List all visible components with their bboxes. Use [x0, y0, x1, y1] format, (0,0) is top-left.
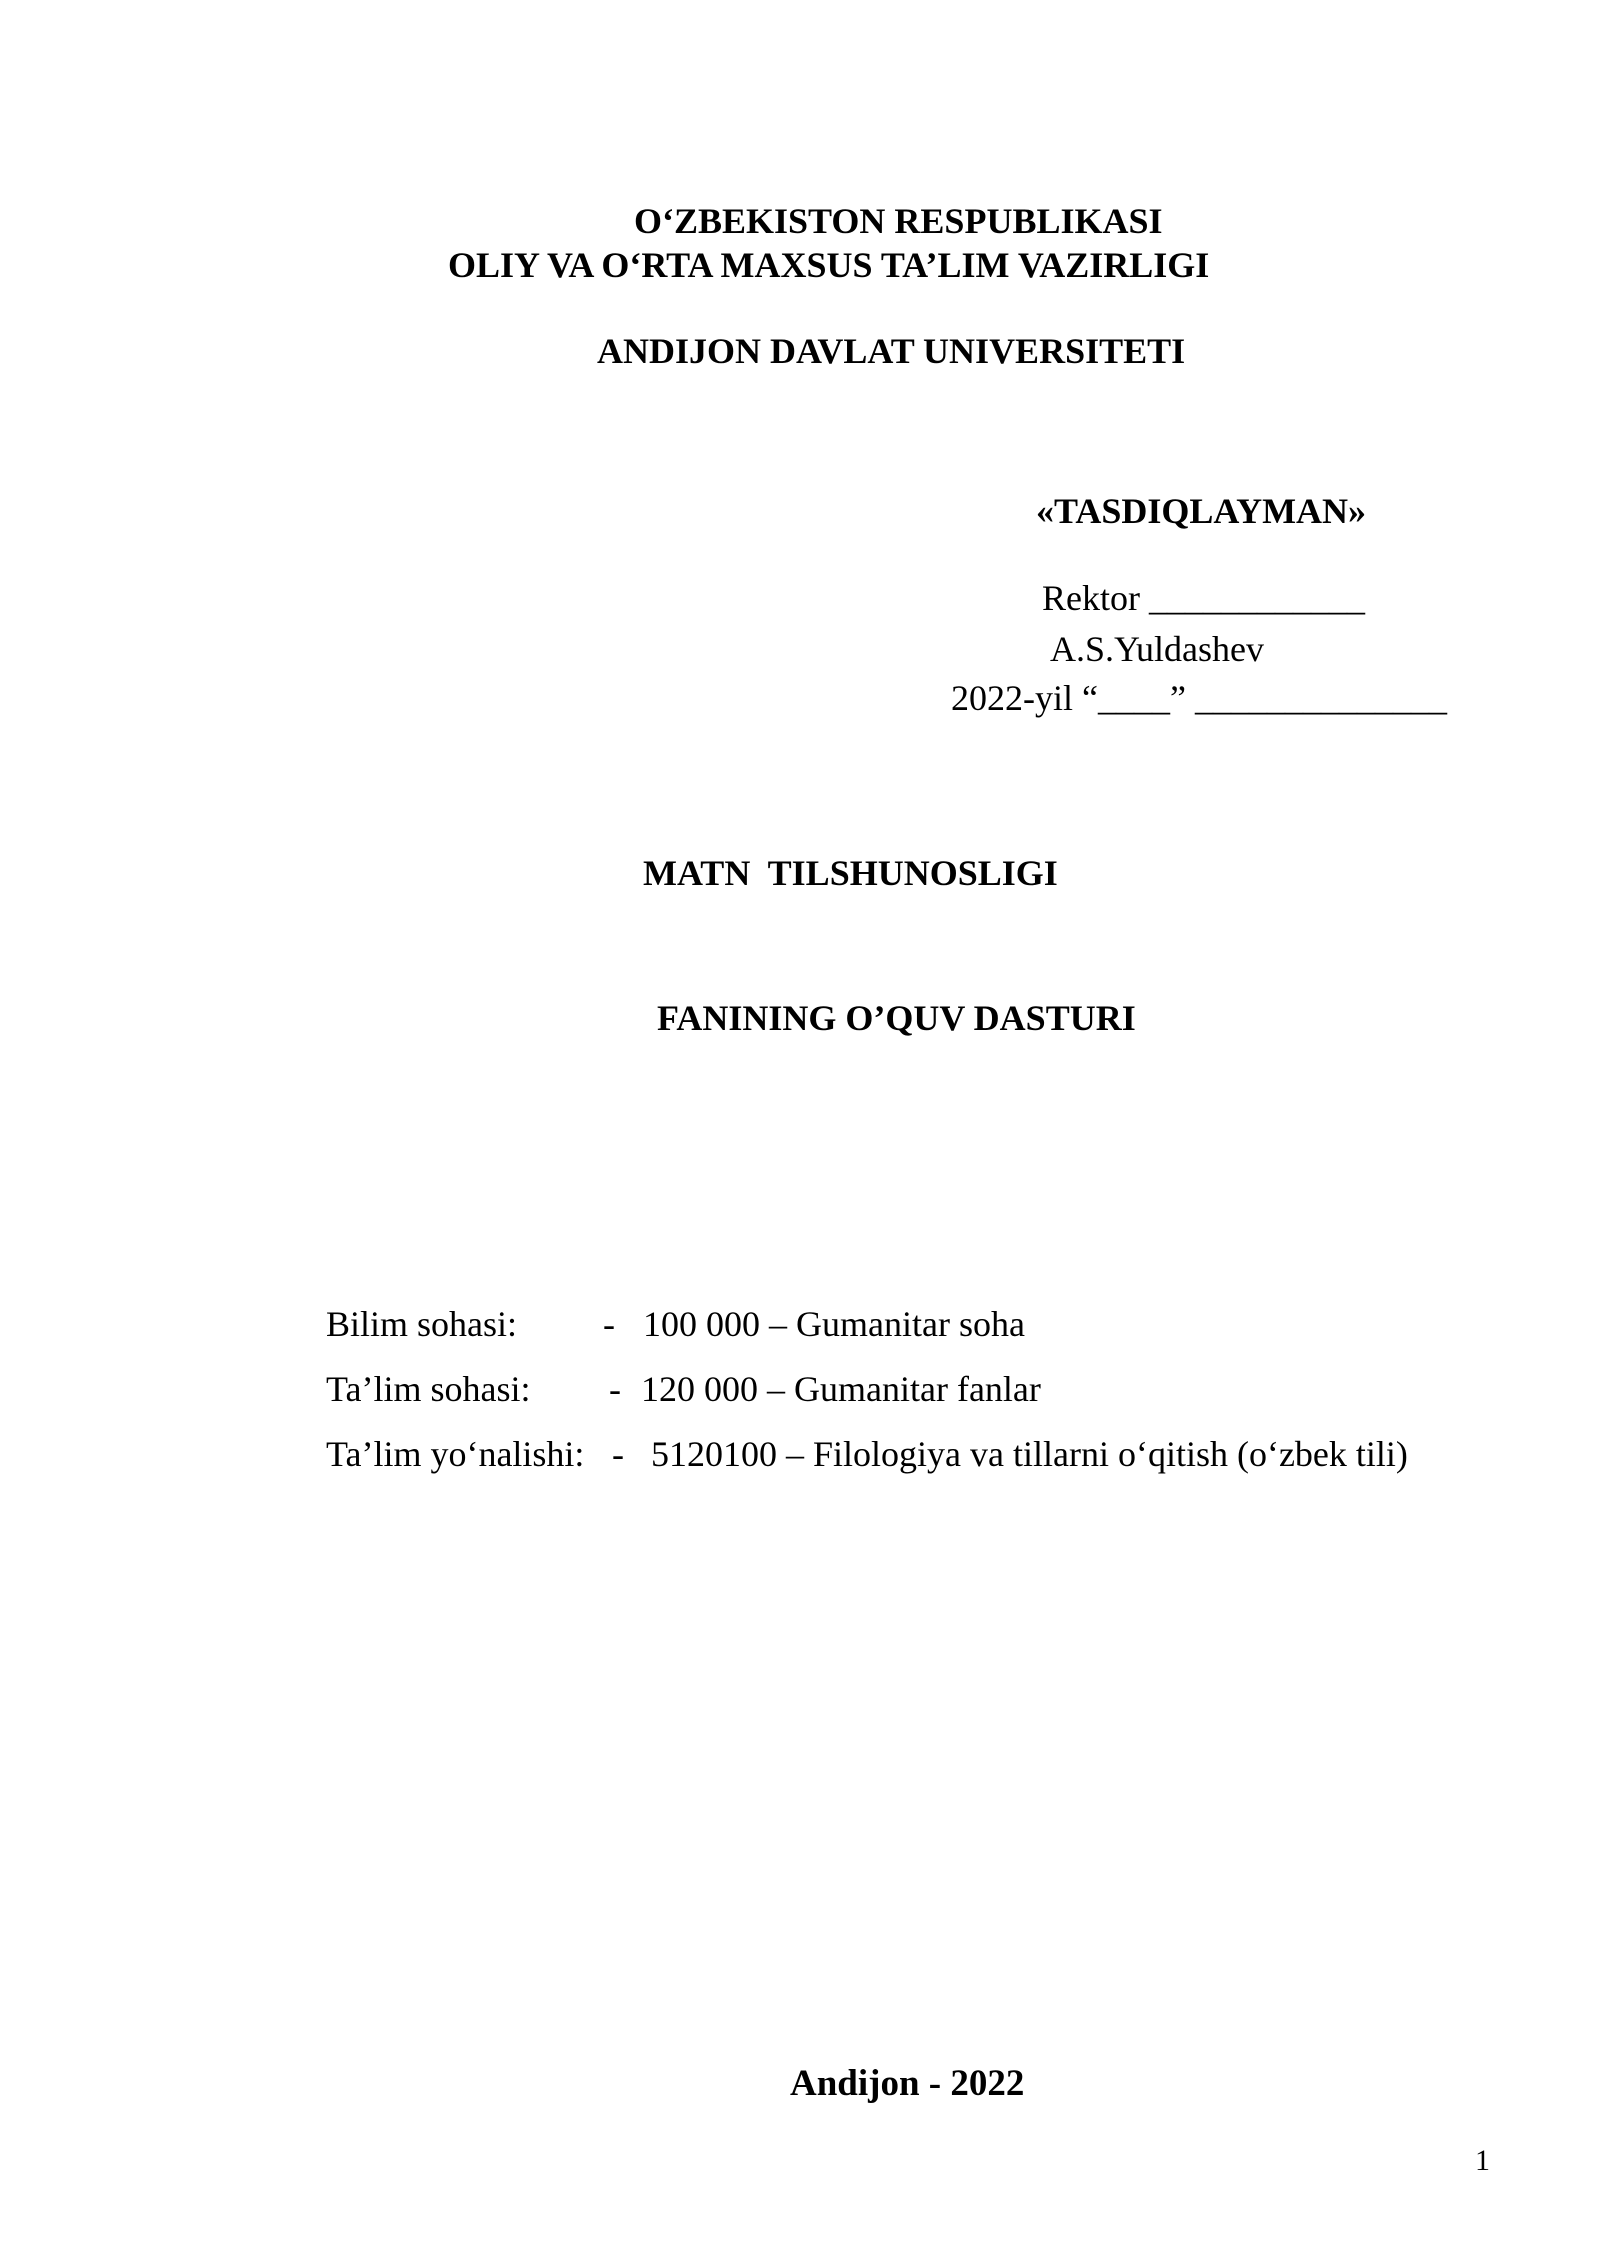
- city-year: Andijon - 2022: [790, 2063, 1025, 2104]
- education-direction-value: 5120100 – Filologiya va tillarni o‘qitish (o‘zbek tili): [651, 1434, 1408, 1474]
- subject-title: MATN TILSHUNOSLIGI: [643, 853, 1058, 893]
- field-of-knowledge-label: Bilim sohasi:: [326, 1304, 518, 1344]
- education-direction-label: Ta’lim yo‘nalishi:: [326, 1434, 585, 1474]
- field-of-education-value: 120 000 – Gumanitar fanlar: [641, 1369, 1041, 1409]
- rector-signature-line: Rektor ____________: [1042, 578, 1365, 618]
- approval-title: «TASDIQLAYMAN»: [1036, 491, 1367, 531]
- ministry-country-line: O‘ZBEKISTON RESPUBLIKASI: [634, 201, 1163, 241]
- approval-date-line: 2022-yil “____” ______________: [951, 678, 1447, 718]
- field-of-education-dash: -: [609, 1369, 621, 1409]
- field-of-education-label: Ta’lim sohasi:: [326, 1369, 531, 1409]
- university-name: ANDIJON DAVLAT UNIVERSITETI: [597, 331, 1186, 371]
- field-of-knowledge-dash: -: [603, 1304, 615, 1344]
- page-number: 1: [1475, 2144, 1490, 2177]
- education-direction-dash: -: [612, 1434, 624, 1474]
- ministry-name-line: OLIY VA O‘RTA MAXSUS TA’LIM VAZIRLIGI: [448, 245, 1210, 285]
- field-of-knowledge-value: 100 000 – Gumanitar soha: [643, 1304, 1025, 1344]
- program-title: FANINING O’QUV DASTURI: [657, 998, 1136, 1038]
- rector-name: A.S.Yuldashev: [1050, 629, 1264, 669]
